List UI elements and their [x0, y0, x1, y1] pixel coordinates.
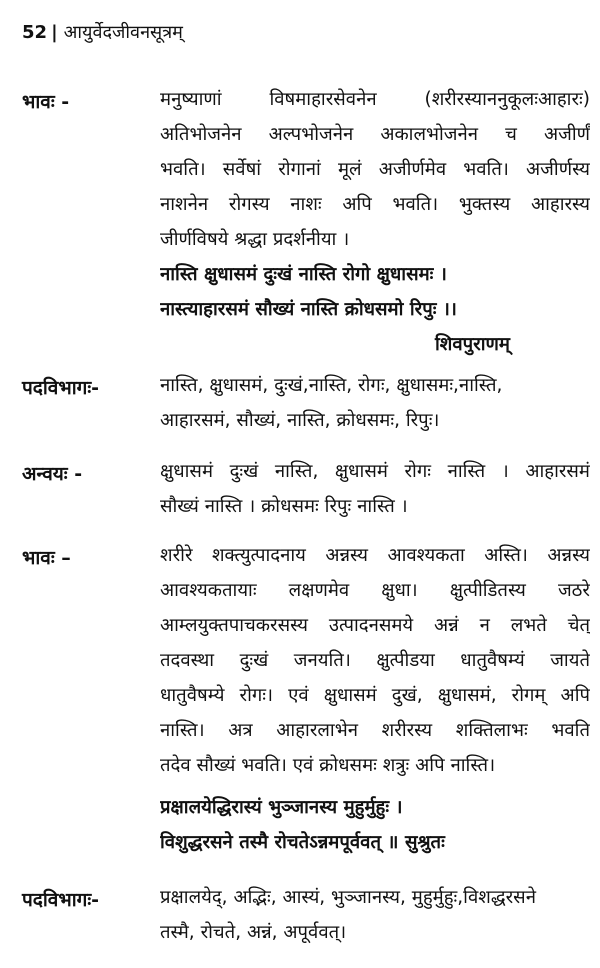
section-text [160, 368, 590, 438]
text-line: आहारसमं, सौख्यं, नास्ति, क्रोधसमः, रिपुः। [160, 410, 440, 431]
page-header [22, 20, 183, 44]
section-text [160, 880, 590, 950]
text-line: मनुष्याणां विषमाहारसेवनेन (शरीरस्याननुकूलःआहारः) [160, 89, 590, 110]
text-line: सौख्यं नास्ति । क्रोधसमः रिपुः नास्ति । [160, 496, 408, 517]
text-line: नाशनेन रोगस्य नाशः अपि भवति। भुक्तस्य आहारस्य [160, 194, 590, 215]
verse-line: विशुद्धरसने तस्मै रोचतेऽन्नमपूर्ववत् ॥ सुश्रुतः [160, 832, 445, 853]
text-line: तदवस्था दुःखं जनयति। क्षुत्पीडया धातुवैषम्यं जायते [160, 650, 590, 671]
text-line: नास्ति। अत्र आहारलाभेन शरीरस्य शक्तिलाभः भवति [160, 720, 590, 741]
text-line: भवति। सर्वेषां रोगानां मूलं अजीर्णमेव भवति। अजीर्णस्य [160, 159, 590, 180]
text-line: आवश्यकतायाः लक्षणमेव क्षुधा। क्षुत्पीडितस्य जठरे [160, 580, 590, 601]
section-text [160, 82, 590, 362]
section-label: भावः – [22, 547, 71, 569]
text-line: आम्लयुक्तपाचकरसस्य उत्पादनसमये अन्नं न लभते चेत् [160, 615, 590, 636]
text-line: धातुवैषम्ये रोगः। एवं क्षुधासमं दुखं, क्षुधासमं, रोगम् अपि [160, 685, 590, 706]
text-line: तस्मै, रोचते, अन्नं, अपूर्ववत्। [160, 922, 347, 943]
book-title: आयुर्वेदजीवनसूत्रम् [63, 22, 183, 43]
verse-source: शिवपुराणम् [435, 334, 510, 355]
section-label: भावः - [22, 91, 70, 113]
header-separator: | [51, 22, 58, 43]
section-label: अन्वयः - [22, 463, 83, 485]
text-line: तदेव सौख्यं भवति। एवं क्रोधसमः शत्रुः अपि नास्ति। [160, 755, 496, 776]
page-number: 52 [22, 22, 48, 43]
text-line: अतिभोजनेन अल्पभोजनेन अकालभोजनेन च अजीर्णं [160, 124, 590, 145]
section-label: पदविभागः- [22, 889, 100, 911]
text-line: क्षुधासमं दुःखं नास्ति, क्षुधासमं रोगः नास्ति । आहारसमं [160, 461, 590, 482]
verse-line: नास्ति क्षुधासमं दुःखं नास्ति रोगो क्षुधासमः । [160, 264, 447, 285]
text-line: शरीरे शक्त्युत्पादनाय अन्नस्य आवश्यकता अस्ति। अन्नस्य [160, 545, 590, 566]
section-label: पदविभागः- [22, 377, 100, 399]
verse-line: प्रक्षालयेद्धिरास्यं भुञ्जानस्य मुहुर्मुहुः । [160, 797, 403, 818]
section-text [160, 538, 590, 783]
verse-line: नास्त्याहारसमं सौख्यं नास्ति क्रोधसमो रिपुः ।। [160, 299, 457, 320]
text-line: जीर्णविषये श्रद्धा प्रदर्शनीया । [160, 229, 350, 250]
text-line: प्रक्षालयेद्, अद्भिः, आस्यं, भुञ्जानस्य, मुहुर्मुहुः,विशद्धरसने [160, 887, 536, 908]
text-line: नास्ति, क्षुधासमं, दुःखं,नास्ति, रोगः, क्षुधासमः,नास्ति, [160, 375, 503, 396]
section-text [160, 454, 590, 524]
verse-text [160, 790, 590, 860]
